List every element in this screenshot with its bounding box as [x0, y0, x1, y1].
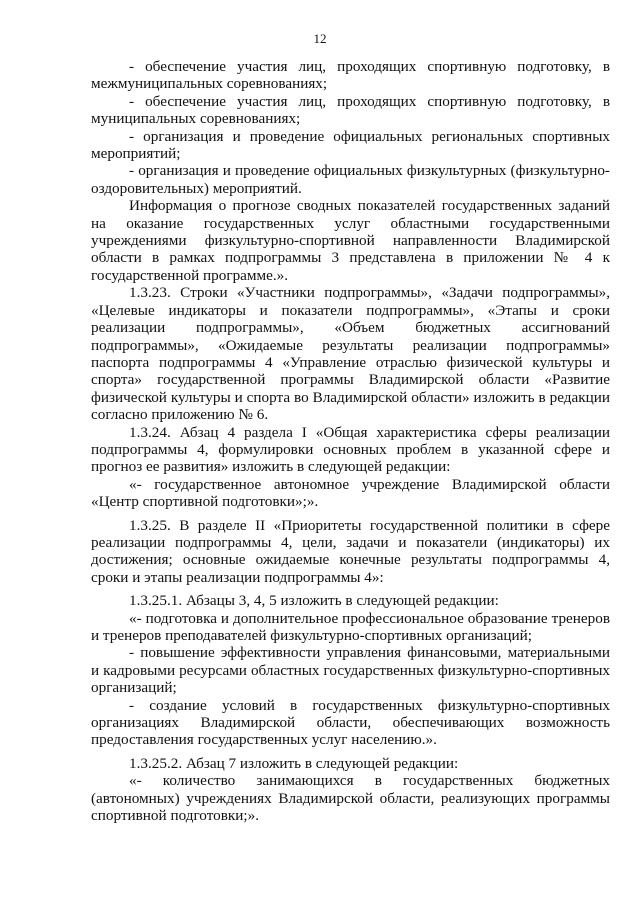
- paragraph-fitness-events: - организация и проведение официальных физкультурных (физкультурно-оздоровительных) мероприятий.: [91, 162, 610, 197]
- paragraph-participants-count: «- количество занимающихся в государственных бюджетных (автономных) учреждениях Владимирской области, реализующих программы спортивной подготовки;».: [91, 772, 610, 825]
- paragraph-1-3-23: 1.3.23. Строки «Участники подпрограммы», «Задачи подпрограммы», «Целевые индикаторы и показатели подпрограммы», «Этапы и сроки реализации подпрограммы», «Объем бюджетных ассигнований подпрограммы», «Ожидаемые результаты реализации подпрограммы» паспорта подпрограммы 4 «Управление отраслью физической культуры и спорта» государственной программы Владимирской области «Развитие физической культуры и спорта во Владимирской области» изложить в редакции согласно приложению № 6.: [91, 284, 610, 424]
- paragraph-1-3-24: 1.3.24. Абзац 4 раздела I «Общая характеристика сферы реализации подпрограммы 4, формулировки основных проблем в указанной сфере и прогноз ее развития» изложить в следующей редакции:: [91, 423, 610, 476]
- paragraph-forecast-info: Информация о прогнозе сводных показателей государственных заданий на оказание государственных услуг областными государственными учреждениями физкультурно-спортивной направленности Владимирской области в рамках подпрограммы 3 представлена в приложении № 4 к государственной программе.».: [91, 197, 610, 284]
- paragraph-municipal-competitions: - обеспечение участия лиц, проходящих спортивную подготовку, в муниципальных соревнованиях;: [91, 92, 610, 128]
- paragraph-resource-management: - повышение эффективности управления финансовыми, материальными и кадровыми ресурсами областных государственных физкультурно-спортивных организаций;: [91, 644, 610, 697]
- paragraph-sports-center: «- государственное автономное учреждение Владимирской области «Центр спортивной подготовки»;».: [91, 475, 610, 511]
- paragraph-trainer-education: «- подготовка и дополнительное профессиональное образование тренеров и тренеров преподавателей физкультурно-спортивных организаций;: [91, 609, 610, 644]
- paragraph-1-3-25-1: 1.3.25.1. Абзацы 3, 4, 5 изложить в следующей редакции:: [129, 592, 499, 610]
- document-body: [91, 58, 610, 824]
- paragraph-regional-events: - организация и проведение официальных региональных спортивных мероприятий;: [91, 127, 610, 163]
- page-number: 12: [313, 31, 327, 46]
- paragraph-intermunicipal-competitions: - обеспечение участия лиц, проходящих спортивную подготовку, в межмуниципальных соревнованиях;: [91, 58, 610, 93]
- paragraph-service-conditions: - создание условий в государственных физкультурно-спортивных организациях Владимирской области, обеспечивающих возможность предоставления государственных услуг населению.».: [91, 696, 610, 749]
- paragraph-1-3-25: 1.3.25. В разделе II «Приоритеты государственной политики в сфере реализации подпрограммы 4, цели, задачи и показатели (индикаторы) их достижения; основные ожидаемые конечные результаты подпрограммы 4, сроки и этапы реализации подпрограммы 4»:: [91, 516, 610, 586]
- paragraph-1-3-25-2: 1.3.25.2. Абзац 7 изложить в следующей редакции:: [129, 754, 459, 772]
